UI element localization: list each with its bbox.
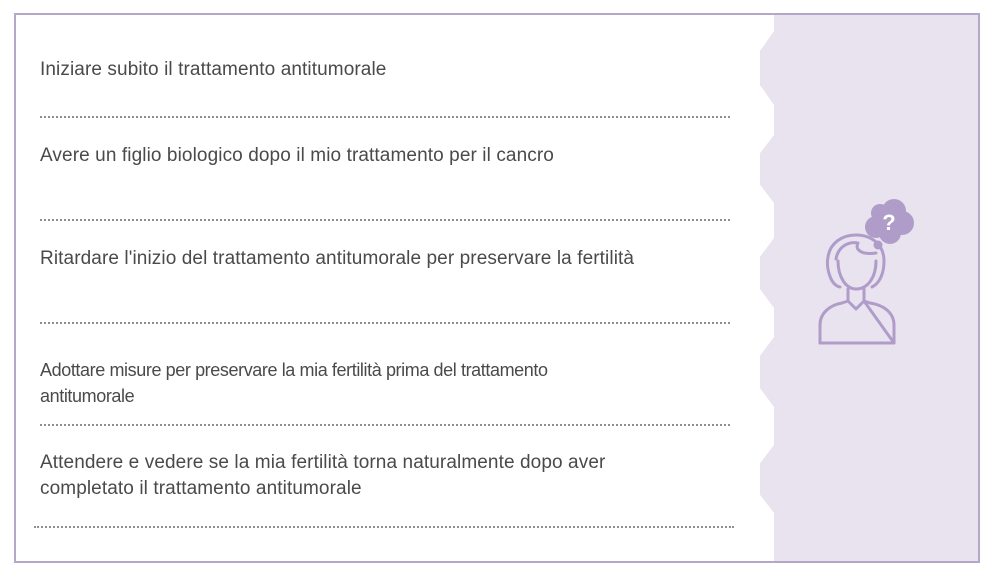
- option-divider: [40, 424, 730, 426]
- thinking-person-icon: [814, 197, 924, 347]
- question-thought-bubble-icon: [865, 199, 914, 250]
- option-preserve-fertility[interactable]: Adottare misure per preservare la mia fertilità prima del trattamento antitumorale: [40, 360, 548, 406]
- option-delay-treatment[interactable]: Ritardare l'inizio del trattamento antitumorale per preservare la fertilità: [40, 248, 635, 269]
- person-figure: [820, 235, 894, 343]
- option-wait-and-see[interactable]: Attendere e vedere se la mia fertilità torna naturalmente dopo aver completato il trattamento antitumorale: [40, 452, 606, 499]
- option-divider: [34, 526, 734, 528]
- option-start-treatment-now[interactable]: Iniziare subito il trattamento antitumorale: [40, 59, 387, 80]
- options-card: [14, 13, 980, 563]
- option-divider: [40, 219, 730, 221]
- option-divider: [40, 116, 730, 118]
- option-divider: [40, 322, 730, 324]
- option-biological-child[interactable]: Avere un figlio biologico dopo il mio trattamento per il cancro: [40, 145, 554, 166]
- option-list: [16, 15, 756, 561]
- question-mark-icon: ?: [882, 210, 896, 235]
